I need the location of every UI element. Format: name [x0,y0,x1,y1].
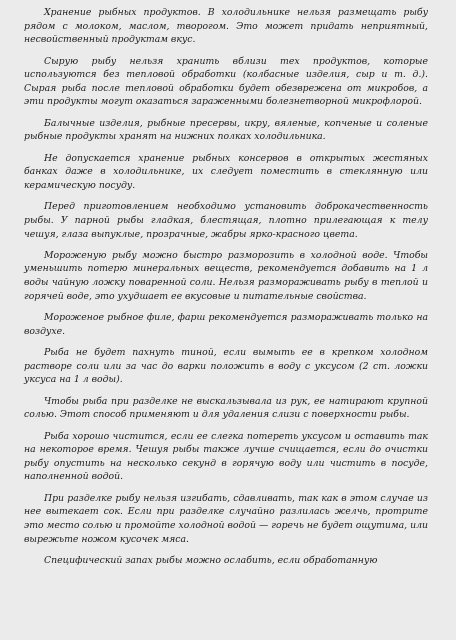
paragraph-defrosting: Мороженую рыбу можно быстро разморозить в холодной воде. Чтобы уменьшить потерю минеральных веществ, рекомендуется добавить на 1 л воды чайную ложку поваренной соли. Нельзя размораживать рыбу в теплой и горячей воде, это ухудшает ее вкусовые и питательные свойства. [24,249,428,302]
paragraph-canned-fish: Не допускается хранение рыбных консервов в открытых жестяных банках даже в холодильнике, их следует поместить в стеклянную или керамическую посуду. [24,152,428,191]
paragraph-salt-grip: Чтобы рыба при разделке не выскальзывала из рук, ее натирают крупной солью. Этот способ применяют и для удаления слизи с поверхности рыбы. [24,395,428,421]
paragraph-mud-smell: Рыба не будет пахнуть тиной, если вымыть ее в крепком холодном растворе соли или за час до варки положить в воду с уксусом (2 ст. ложки уксуса на 1 л воды). [24,347,428,386]
paragraph-fillet: Мороженое рыбное филе, фарш рекомендуется размораживать только на воздухе. [24,312,428,337]
paragraph-fish-storage: Хранение рыбных продуктов. В холодильнике нельзя размещать рыбу рядом с молоком, маслом, творогом. Это может придать неприятный, несвойственный продуктам вкус. [24,7,428,46]
paragraph-freshness: Перед приготовлением необходимо установить доброкачественность рыбы. У парной рыбы гладкая, блестящая, плотно прилегающая к телу чешуя, глаза выпуклые, прозрачные, жабры ярко-красного цвета. [24,201,428,240]
paragraph-cured-products: Балычные изделия, рыбные пресервы, икру, вяленые, копченые и соленые рыбные продукты хранят на нижних полках холодильника. [24,117,428,143]
paragraph-scaling: Рыба хорошо чистится, если ее слегка потереть уксусом и оставить так на некоторое время. Чешуя рыбы также лучше счищается, если до очистки рыбу опустить на несколько секунд в горячую воду или чистить в посуде, наполненной водой. [24,430,428,483]
paragraph-cutting: При разделке рыбу нельзя изгибать, сдавливать, так как в этом случае из нее вытекает сок. Если при разделке случайно разлилась желчь, протрите это место солью и промойте холодной водой — горечь не будет ощутима, или вырежьте ножом кусочек мяса. [24,492,428,545]
paragraph-odor: Специфический запах рыбы можно ослабить, если обработанную [44,554,378,566]
paragraph-raw-fish: Сырую рыбу нельзя хранить вблизи тех продуктов, которые используются без тепловой обработки (колбасные изделия, сыр и т. д.). Сырая рыба после тепловой обработки будет обезврежена от микробов, а эти продукты могут оказаться зараженными болезнетворной микрофлорой. [24,55,428,108]
